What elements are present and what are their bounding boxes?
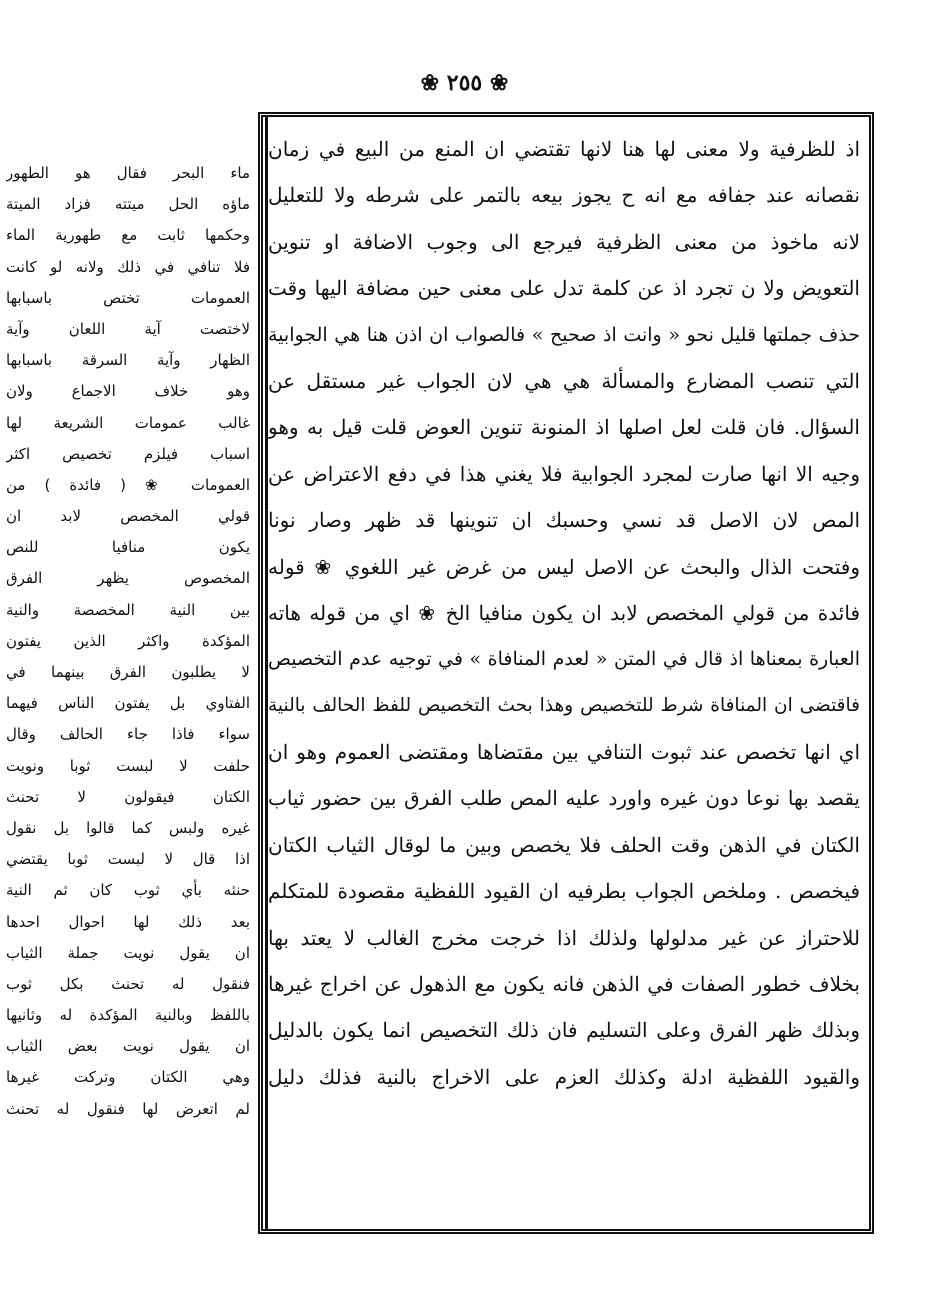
margin-text-line: الكتان فيقولون لا تحنث	[6, 787, 250, 806]
margin-text-line: لاختصت آية اللعان وآية	[6, 319, 250, 338]
margin-commentary-block	[6, 158, 250, 1125]
margin-text-line: لم اتعرض لها فنقول له تحنث	[6, 1099, 250, 1118]
margin-text-line: سواء فاذا جاء الحالف وقال	[6, 725, 250, 744]
main-text-line: اذ للظرفية ولا معنى لها هنا لانها تقتضي ان المنع من البيع في زمان	[268, 137, 860, 161]
main-text-line: للاحتراز عن غير مدلولها ولذلك اذا خرجت مخرج الغالب لا يعتد بها	[268, 925, 860, 950]
margin-text-line: بعد ذلك لها احوال احدها	[6, 912, 250, 931]
main-text-line: يقصد بها نوعا دون غيره واورد عليه المص طلب الفرق بين حضور ثياب	[268, 786, 860, 811]
main-text-line: حذف جملتها قليل نحو « وانت اذ صحيح » فالصواب ان اذن هنا هي الجوابية	[268, 323, 860, 346]
margin-text-line: فلا تنافي في ذلك ولانه لو كانت	[6, 257, 250, 276]
main-text-line: بخلاف خطور الصفات في الذهن فانه يكون مع الذهول عن اخراج غيرها	[268, 972, 860, 997]
margin-text-line: فنقول له تحنث بكل ثوب	[6, 974, 250, 993]
margin-text-line: وهي الكتان وتركت غيرها	[6, 1068, 250, 1087]
margin-text-line: وحكمها ثابت مع طهورية الماء	[6, 226, 250, 245]
main-text-line: وفتحت الذال والبحث عن الاصل ليس من غرض غير اللغوي ❀ قوله	[268, 554, 860, 579]
margin-text-line: قولي المخصص لابد ان	[6, 507, 250, 526]
margin-text-line: العمومات ❀ ( فائدة ) من	[6, 475, 250, 494]
main-text-line: فائدة من قولي المخصص لابد ان يكون منافيا الخ ❀ اي من قوله هاته	[268, 600, 860, 625]
margin-text-line: غيره ولبس كما قالوا بل نقول	[6, 818, 250, 837]
margin-text-line: المؤكدة واكثر الذين يفتون	[6, 631, 250, 650]
margin-text-line: اذا قال لا لبست ثوبا يقتضي	[6, 850, 250, 869]
main-text-line: السؤال. فان قلت لعل اصلها اذ المنونة تنوين العوض قلت قيل به وهو	[268, 415, 860, 440]
main-text-line: الكتان في الذهن وقت الحلف فلا يخصص وبين ما لوقال الثياب الكتان	[268, 832, 860, 857]
margin-text-line: الفتاوي بل يفتون الناس فيهما	[6, 694, 250, 713]
margin-text-line: غالب عمومات الشريعة لها	[6, 413, 250, 432]
margin-text-line: باللفظ وبالنية المؤكدة له وثانيها	[6, 1006, 250, 1025]
margin-text-line: المخصوص يظهر الفرق	[6, 569, 250, 588]
margin-text-line: يكون منافيا للنص	[6, 538, 250, 557]
margin-text-line: الظهار وآية السرقة باسبابها	[6, 351, 250, 370]
main-text-line: اي انها تخصص عند ثبوت التنافي بين مقتضاها ومقتضى العموم وهو ان	[268, 740, 860, 765]
margin-text-line: بين النية المخصصة والنية	[6, 600, 250, 619]
margin-text-line: وهو خلاف الاجماع ولان	[6, 382, 250, 401]
main-text-line: لانه ماخوذ من معنى الظرفية فيرجع الى وجوب الاضافة او تنوين	[268, 229, 860, 254]
margin-text-line: حنثه بأي ثوب كان ثم النية	[6, 881, 250, 900]
margin-text-line: حلفت لا لبست ثوبا ونويت	[6, 756, 250, 775]
margin-text-line: ان يقول نويت جملة الثياب	[6, 943, 250, 962]
page-number: ❀ ٢٥٥ ❀	[420, 70, 509, 96]
margin-text-line: العمومات تختص باسبابها	[6, 288, 250, 307]
main-text-line: العبارة بمعناها اذ قال في المتن « لعدم المنافاة » في توجيه عدم التخصيص	[268, 648, 860, 671]
margin-text-line: ماؤه الحل ميتته فزاد الميتة	[6, 195, 250, 214]
main-text-line: وجيه الا انها صارت لمجرد الجوابية فلا يغني هذا في دفع الاعتراض عن	[268, 461, 860, 486]
main-text-line: التعويض ولا ن تجرد اذ عن كلمة تدل على معنى حين مضافة اليها وقت	[268, 276, 860, 301]
main-text-block	[268, 126, 860, 1100]
margin-text-line: ماء البحر فقال هو الطهور	[6, 164, 250, 182]
main-text-line: التي تنصب المضارع والمسألة هي هي لان الجواب غير مستقل عن	[268, 368, 860, 393]
margin-text-line: ان يقول نويت بعض الثياب	[6, 1037, 250, 1056]
main-text-line: وبذلك ظهر الفرق وعلى التسليم فان ذلك التخصيص انما يكون بالدليل	[268, 1018, 860, 1043]
main-text-line: المص لان الاصل قد نسي وحسبك ان تنوينها قد ظهر وصار نونا	[268, 508, 860, 533]
margin-text-line: اسباب فيلزم تخصيص اكثر	[6, 444, 250, 463]
main-text-line: فاقتضى ان المنافاة شرط للتخصيص وهذا بحث التخصيص للفظ الحالف بالنية	[268, 694, 860, 716]
margin-text-line: لا يطلبون الفرق بينهما في	[6, 663, 250, 681]
main-text-line: نقصانه عند جفافه مع انه ح يجوز بيعه بالتمر على شرطه ولا للتعليل	[268, 183, 860, 208]
main-text-line: والقيود اللفظية ادلة وكذلك العزم على الاخراج بالنية فذلك دليل	[268, 1064, 860, 1089]
main-text-line: فيخصص . وملخص الجواب بطرفيه ان القيود اللفظية مقصودة للمتكلم	[268, 879, 860, 904]
